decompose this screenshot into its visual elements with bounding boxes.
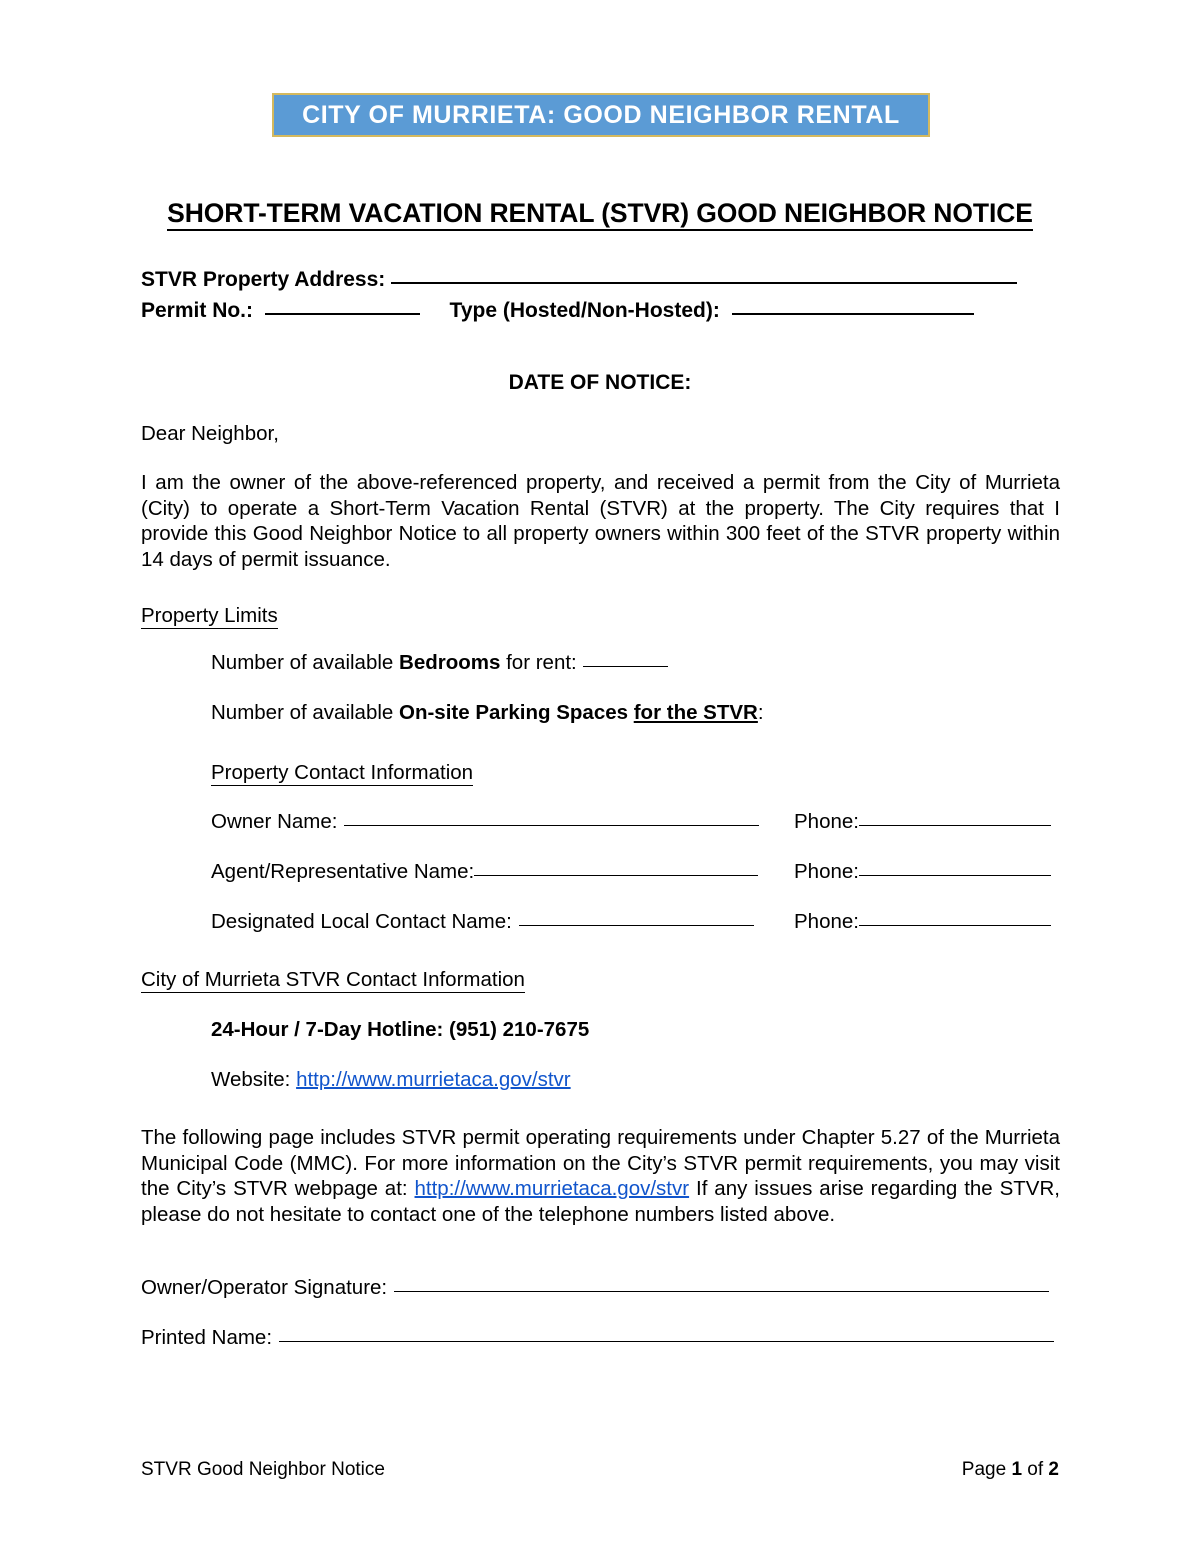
type-blank[interactable] [732, 313, 974, 315]
closing-link[interactable]: http://www.murrietaca.gov/stvr [414, 1177, 690, 1200]
printed-name-label: Printed Name: [141, 1326, 273, 1349]
printed-name-blank[interactable] [279, 1341, 1054, 1342]
parking-suffix: : [757, 701, 764, 724]
bedrooms-suffix: for rent: [500, 651, 577, 674]
field-owner-name [211, 810, 759, 834]
page-footer [141, 1459, 1059, 1481]
hotline-text: 24-Hour / 7-Day Hotline: (951) 210-7675 [211, 1018, 590, 1041]
field-printed-name [141, 1326, 1054, 1350]
footer-page-total: 2 [1048, 1459, 1059, 1480]
website-link[interactable]: http://www.murrietaca.gov/stvr [296, 1068, 571, 1091]
bedrooms-blank[interactable] [583, 666, 668, 667]
footer-page-indicator [962, 1459, 1059, 1481]
field-owner-phone [794, 810, 1051, 834]
closing-part1: The following page includes STVR permit operating requirements under Chapter 5.27 of the Murrieta Municipal Code (MMC). For more information on the City’s STVR permit requirements, you may visit the City’s STVR webpage at: [141, 1126, 1060, 1200]
website-line [211, 1068, 571, 1092]
type-label: Type (Hosted/Non-Hosted): [449, 299, 720, 322]
footer-of-word: of [1022, 1459, 1049, 1480]
local-contact-name-label: Designated Local Contact Name: [211, 910, 512, 933]
local-contact-phone-blank[interactable] [859, 925, 1051, 926]
field-owner-signature [141, 1276, 1049, 1300]
city-contact-heading-wrap [141, 968, 525, 993]
local-contact-name-blank[interactable] [519, 925, 754, 926]
property-limits-heading-wrap [141, 604, 278, 629]
footer-left-text: STVR Good Neighbor Notice [141, 1459, 385, 1480]
property-contact-heading-wrap [211, 761, 473, 786]
owner-phone-blank[interactable] [859, 825, 1051, 826]
date-of-notice-label: DATE OF NOTICE: [508, 371, 692, 394]
intro-paragraph: I am the owner of the above-referenced property, and received a permit from the City of Murrieta (City) to operate a Short-Term Vacation Rental (STVR) at the property. The City requires that I provide this Good Neighbor Notice to all property owners within 300 feet of the STVR property within 14 days of permit issuance. [141, 471, 1060, 571]
page-title [0, 198, 1200, 229]
property-limits-heading: Property Limits [141, 604, 278, 627]
agent-name-label: Agent/Representative Name: [211, 860, 475, 883]
parking-bold: On-site Parking Spaces [399, 701, 634, 724]
closing-part2: If any issues arise regarding the STVR, please do not hesitate to contact one of the telephone numbers listed above. [141, 1177, 1060, 1226]
field-local-contact-name [211, 910, 754, 934]
agent-name-blank[interactable] [474, 875, 758, 876]
field-permit-and-type [141, 296, 974, 326]
parking-bold-underline: for the STVR [633, 701, 758, 724]
salutation: Dear Neighbor, [141, 422, 279, 445]
city-contact-heading: City of Murrieta STVR Contact Information [141, 968, 525, 991]
bedrooms-prefix: Number of available [211, 651, 400, 674]
closing-paragraph [141, 1125, 1060, 1227]
website-label: Website: [211, 1068, 297, 1091]
agent-phone-blank[interactable] [859, 875, 1051, 876]
owner-name-label: Owner Name: [211, 810, 338, 833]
city-banner-text: CITY OF MURRIETA: GOOD NEIGHBOR RENTAL [302, 100, 900, 129]
bedrooms-bold: Bedrooms [399, 651, 501, 674]
local-contact-phone-label: Phone: [794, 910, 859, 933]
owner-signature-blank[interactable] [394, 1291, 1049, 1292]
field-bedrooms [211, 651, 668, 675]
field-local-contact-phone [794, 910, 1051, 934]
owner-name-blank[interactable] [344, 825, 759, 826]
permit-no-label: Permit No.: [141, 299, 254, 322]
owner-signature-label: Owner/Operator Signature: [141, 1276, 388, 1299]
footer-page-word: Page [961, 1459, 1012, 1480]
parking-prefix: Number of available [211, 701, 400, 724]
property-address-blank[interactable] [391, 282, 1017, 284]
field-agent-name [211, 860, 758, 884]
owner-phone-label: Phone: [794, 810, 859, 833]
permit-no-blank[interactable] [265, 313, 420, 315]
city-banner [272, 93, 930, 137]
field-agent-phone [794, 860, 1051, 884]
field-property-address [141, 265, 1017, 295]
footer-page-number: 1 [1011, 1459, 1023, 1480]
field-parking-spaces [211, 701, 764, 725]
page-title-text: SHORT-TERM VACATION RENTAL (STVR) GOOD NEIGHBOR NOTICE [167, 198, 1033, 231]
property-contact-heading: Property Contact Information [211, 761, 474, 784]
agent-phone-label: Phone: [794, 860, 859, 883]
property-address-label: STVR Property Address: [141, 268, 386, 291]
